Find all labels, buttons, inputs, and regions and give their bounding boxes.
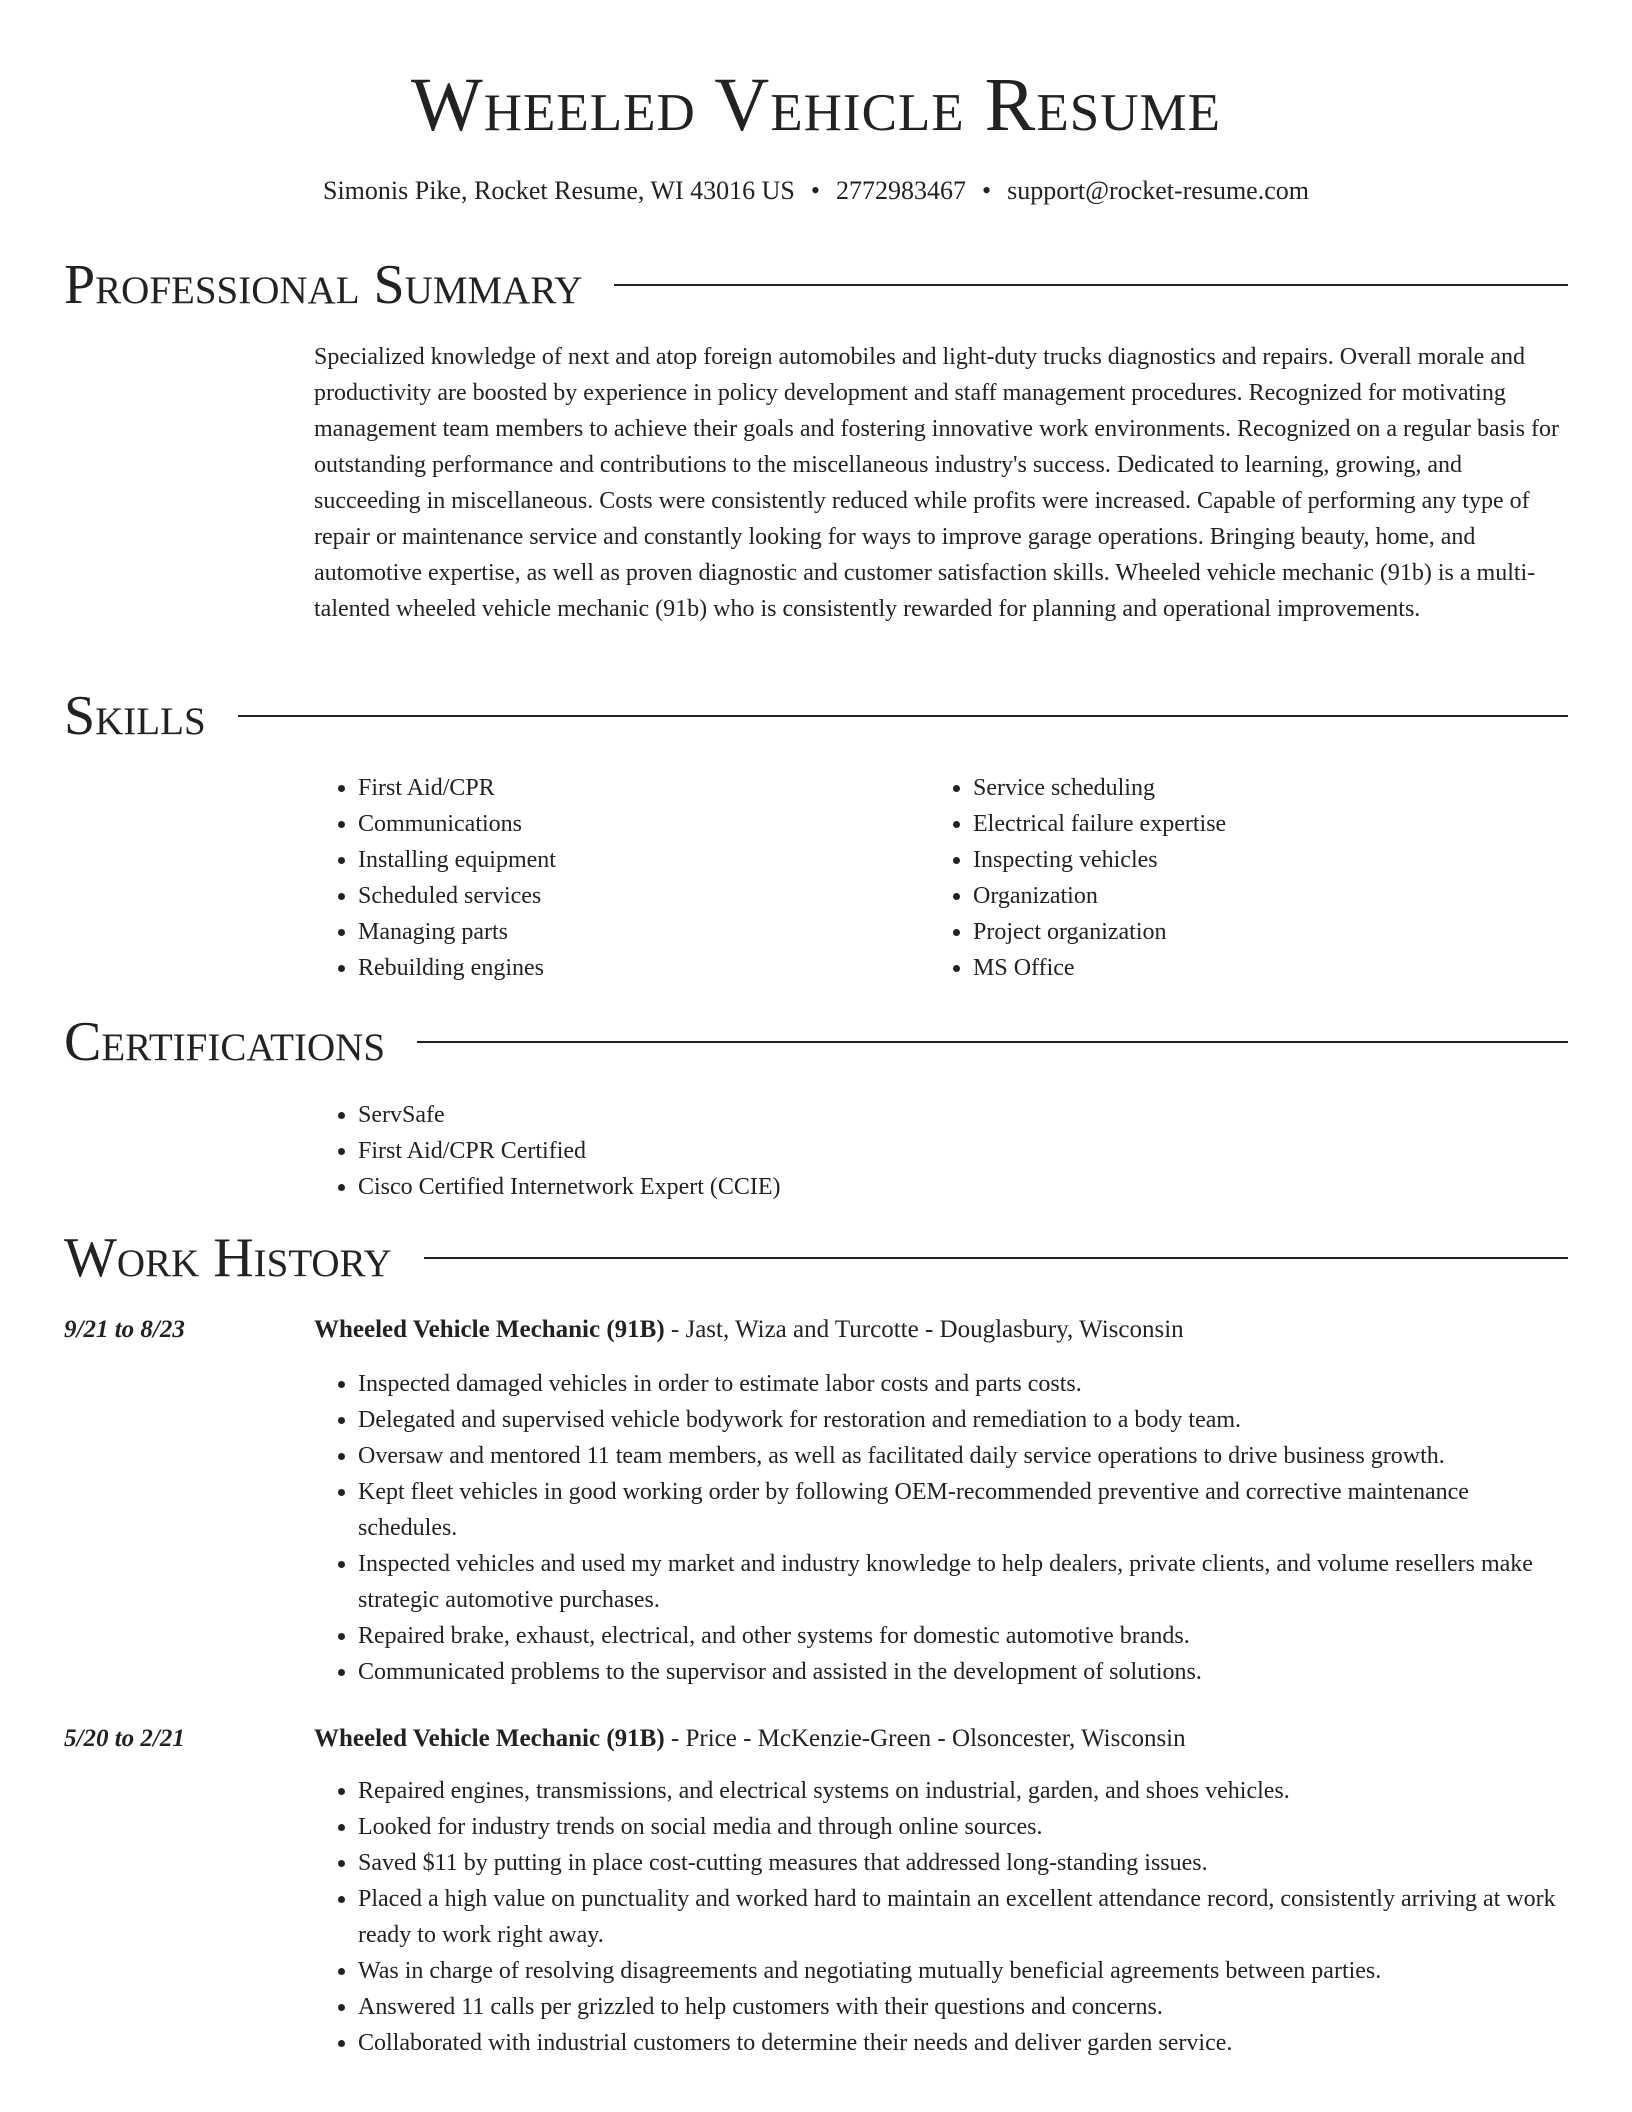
skill-item: • Electrical failure expertise: [973, 806, 1529, 842]
job-header: [314, 1721, 1568, 1757]
section-divider: [417, 1041, 1568, 1043]
certifications-heading: Certifications: [64, 1011, 386, 1073]
work-history-heading: Work History: [64, 1227, 392, 1289]
skill-item: • Communications: [358, 806, 874, 842]
summary-text: Specialized knowledge of next and atop foreign automobiles and light-duty trucks diagnostics and repairs. Overall morale and productivity are boosted by experience in policy development and staff management procedures. Recognized for motivating management team members to achieve their goals and fostering innovative work environments. Recognized on a regular basis for outstanding performance and contributions to the miscellaneous industry's success. Dedicated to learning, growing, and succeeding in miscellaneous. Costs were consistently reduced while profits were increased. Capable of performing any type of repair or maintenance service and constantly looking for ways to improve garage operations. Bringing beauty, home, and automotive expertise, as well as proven diagnostic and customer satisfaction skills. Wheeled vehicle mechanic (91b) is a multi-talented wheeled vehicle mechanic (91b) who is consistently rewarded for planning and operational improvements.: [314, 344, 1559, 622]
duty-item: • Was in charge of resolving disagreements and negotiating mutually beneficial agreements between parties.: [358, 1953, 1568, 1989]
certifications-block: [314, 1097, 1568, 1205]
section-divider: [238, 715, 1568, 717]
duty-item: • Collaborated with industrial customers to determine their needs and deliver garden service.: [358, 2025, 1568, 2061]
job-dates: 9/21 to 8/23: [64, 1316, 185, 1343]
job-title: Wheeled Vehicle Mechanic (91B): [314, 1316, 665, 1343]
duty-item: • Inspected damaged vehicles in order to estimate labor costs and parts costs.: [358, 1366, 1568, 1402]
job-employer: - Price - McKenzie-Green - Olsoncester, Wisconsin: [664, 1725, 1186, 1752]
job-header: [314, 1312, 1568, 1348]
skills-heading: Skills: [64, 685, 206, 747]
skill-item: • MS Office: [973, 950, 1529, 986]
section-divider: [424, 1257, 1568, 1259]
skill-item: • Scheduled services: [358, 878, 874, 914]
job-employer: - Jast, Wiza and Turcotte - Douglasbury, Wisconsin: [664, 1316, 1184, 1343]
contact-separator: •: [981, 176, 992, 205]
contact-phone: 2772983467: [835, 176, 966, 205]
job-dates: 5/20 to 2/21: [64, 1725, 185, 1752]
contact-address: Simonis Pike, Rocket Resume, WI 43016 US: [323, 176, 795, 205]
certification-item: • ServSafe: [358, 1097, 1568, 1133]
summary-heading: Professional Summary: [64, 254, 583, 316]
skill-item: • Rebuilding engines: [358, 950, 874, 986]
certifications-section-heading: [64, 1009, 1568, 1075]
work-history-section-heading: [64, 1225, 1568, 1291]
duty-item: • Repaired engines, transmissions, and electrical systems on industrial, garden, and shoes vehicles.: [358, 1773, 1568, 1809]
contact-email: support@rocket-resume.com: [1007, 176, 1309, 205]
job-duties: [314, 1366, 1568, 1690]
duty-item: • Answered 11 calls per grizzled to help customers with their questions and concerns.: [358, 1989, 1568, 2025]
contact-separator: •: [810, 176, 820, 205]
skills-list-left: [314, 770, 874, 986]
skill-item: • Installing equipment: [358, 842, 874, 878]
resume-title: Wheeled Vehicle Resume: [410, 63, 1221, 147]
job-title: Wheeled Vehicle Mechanic (91B): [314, 1725, 665, 1752]
certification-item: • First Aid/CPR Certified: [358, 1133, 1568, 1169]
skill-item: • Organization: [973, 878, 1529, 914]
duty-item: • Oversaw and mentored 11 team members, as well as facilitated daily service operations to drive business growth.: [358, 1438, 1568, 1474]
duty-item: • Saved $11 by putting in place cost-cutting measures that addressed long-standing issues.: [358, 1845, 1568, 1881]
duty-item: • Repaired brake, exhaust, electrical, and other systems for domestic automotive brands.: [358, 1618, 1568, 1654]
skills-list-right: [929, 770, 1529, 986]
contact-line: [0, 174, 1632, 208]
skills-column-right: [929, 770, 1529, 986]
duty-item: • Kept fleet vehicles in good working order by following OEM-recommended preventive and corrective maintenance schedules.: [358, 1474, 1568, 1546]
skill-item: • Service scheduling: [973, 770, 1529, 806]
duty-item: • Placed a high value on punctuality and worked hard to maintain an excellent attendance record, consistently arriving at work ready to work right away.: [358, 1881, 1568, 1953]
job-duties: [314, 1773, 1568, 2061]
duty-item: • Inspected vehicles and used my market and industry knowledge to help dealers, private clients, and volume resellers make strategic automotive purchases.: [358, 1546, 1568, 1618]
skill-item: • Project organization: [973, 914, 1529, 950]
job-duties-list: [314, 1366, 1568, 1690]
duty-item: • Communicated problems to the supervisor and assisted in the development of solutions.: [358, 1654, 1568, 1690]
skill-item: • Managing parts: [358, 914, 874, 950]
job-duties-list: [314, 1773, 1568, 2061]
skills-column-left: [314, 770, 874, 986]
certifications-list: [314, 1097, 1568, 1205]
section-divider: [614, 284, 1568, 286]
skills-section-heading: [64, 683, 1568, 749]
skill-item: • Inspecting vehicles: [973, 842, 1529, 878]
skill-item: • First Aid/CPR: [358, 770, 874, 806]
duty-item: • Delegated and supervised vehicle bodywork for restoration and remediation to a body team.: [358, 1402, 1568, 1438]
summary-section-heading: [64, 252, 1568, 318]
certification-item: • Cisco Certified Internetwork Expert (CCIE): [358, 1169, 1568, 1205]
duty-item: • Looked for industry trends on social media and through online sources.: [358, 1809, 1568, 1845]
